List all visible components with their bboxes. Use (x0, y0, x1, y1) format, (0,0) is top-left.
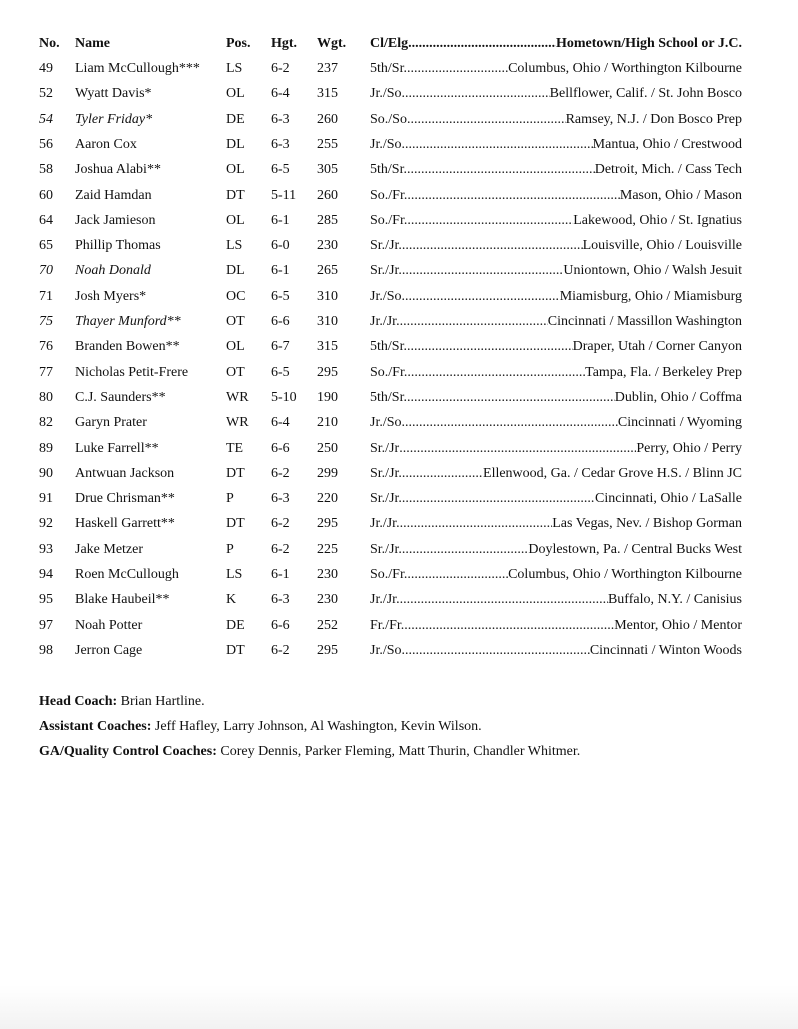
player-position: DT (226, 516, 245, 531)
table-row (0, 463, 798, 485)
player-position: P (226, 542, 234, 557)
player-class: So./So. (370, 112, 411, 127)
player-weight: 230 (317, 592, 338, 607)
table-row (0, 336, 798, 358)
player-hometown: Dublin, Ohio / Coffma (614, 390, 742, 405)
player-number: 75 (39, 314, 53, 329)
player-hometown: Cincinnati, Ohio / LaSalle (595, 491, 742, 506)
player-weight: 210 (317, 415, 338, 430)
player-weight: 237 (317, 61, 338, 76)
player-weight: 310 (317, 314, 338, 329)
player-hometown: Ramsey, N.J. / Don Bosco Prep (565, 112, 742, 127)
table-row (0, 286, 798, 308)
header-hometown: Hometown/High School or J.C. (555, 36, 742, 51)
player-hometown: Miamisburg, Ohio / Miamisburg (559, 289, 742, 304)
player-height: 6-6 (271, 314, 290, 329)
player-hometown: Mentor, Ohio / Mentor (614, 618, 742, 633)
player-hometown: Perry, Ohio / Perry (636, 441, 742, 456)
player-class-hometown (370, 260, 742, 282)
header-cl-hometown (370, 33, 742, 55)
player-class-hometown (370, 58, 742, 80)
player-class-hometown (370, 185, 742, 207)
player-weight: 190 (317, 390, 338, 405)
player-class-hometown (370, 311, 742, 333)
player-name: Noah Potter (75, 618, 143, 633)
ga-coaches-value: Corey Dennis, Parker Fleming, Matt Thurin, Chandler Whitmer. (220, 744, 581, 759)
table-row (0, 564, 798, 586)
player-weight: 295 (317, 516, 338, 531)
player-position: OT (226, 365, 245, 380)
player-weight: 265 (317, 263, 338, 278)
player-position: WR (226, 390, 249, 405)
player-number: 76 (39, 339, 53, 354)
dot-leader (404, 615, 614, 637)
player-number: 71 (39, 289, 53, 304)
dot-leader (402, 463, 483, 485)
player-weight: 220 (317, 491, 338, 506)
table-row (0, 513, 798, 535)
dot-leader (402, 260, 563, 282)
header-name: Name (75, 36, 110, 51)
table-row (0, 589, 798, 611)
player-number: 92 (39, 516, 53, 531)
player-position: DT (226, 188, 245, 203)
player-position: K (226, 592, 237, 607)
player-number: 94 (39, 567, 53, 582)
table-row (0, 235, 798, 257)
player-hometown: Buffalo, N.Y. / Canisius (607, 592, 742, 607)
table-row (0, 438, 798, 460)
player-number: 58 (39, 162, 53, 177)
dot-leader (400, 311, 548, 333)
player-position: OL (226, 162, 245, 177)
player-class-hometown (370, 387, 742, 409)
player-name: C.J. Saunders** (75, 390, 166, 405)
dot-leader (410, 109, 565, 131)
player-hometown: Ellenwood, Ga. / Cedar Grove H.S. / Blinn JC (483, 466, 742, 481)
player-name: Jake Metzer (75, 542, 144, 557)
table-row (0, 539, 798, 561)
player-number: 52 (39, 86, 53, 101)
player-class: Jr./Jr. (370, 516, 400, 531)
player-position: LS (226, 238, 243, 253)
player-height: 6-3 (271, 592, 290, 607)
player-weight: 230 (317, 238, 338, 253)
table-row (0, 109, 798, 131)
player-name: Noah Donald (75, 263, 151, 278)
player-position: DL (226, 137, 245, 152)
player-hometown: Mantua, Ohio / Crestwood (592, 137, 742, 152)
player-hometown: Columbus, Ohio / Worthington Kilbourne (508, 567, 742, 582)
player-weight: 260 (317, 188, 338, 203)
player-number: 95 (39, 592, 53, 607)
table-row (0, 488, 798, 510)
ga-coaches-line (39, 741, 779, 763)
player-height: 6-5 (271, 162, 290, 177)
player-name: Garyn Prater (75, 415, 147, 430)
player-class-hometown (370, 564, 742, 586)
player-position: DE (226, 112, 245, 127)
player-class: Sr./Jr. (370, 466, 402, 481)
player-height: 6-0 (271, 238, 290, 253)
player-class: Sr./Jr (370, 441, 400, 456)
player-class-hometown (370, 615, 742, 637)
dot-leader (407, 387, 615, 409)
player-weight: 225 (317, 542, 338, 557)
player-class: Jr./So. (370, 643, 406, 658)
player-hometown: Draper, Utah / Corner Canyon (572, 339, 742, 354)
dot-leader (400, 589, 608, 611)
dot-leader (407, 159, 595, 181)
player-name: Liam McCullough*** (75, 61, 200, 76)
table-row (0, 185, 798, 207)
player-class: 5th/Sr. (370, 390, 407, 405)
player-position: OC (226, 289, 246, 304)
player-position: OL (226, 86, 245, 101)
dot-leader (405, 412, 618, 434)
table-row (0, 260, 798, 282)
player-height: 6-3 (271, 112, 290, 127)
player-class-hometown (370, 362, 742, 384)
player-name: Wyatt Davis* (75, 86, 152, 101)
player-height: 5-11 (271, 188, 297, 203)
player-class: Fr./Fr. (370, 618, 405, 633)
player-position: OT (226, 314, 245, 329)
table-row (0, 640, 798, 662)
assistant-coaches-line (39, 716, 779, 738)
player-height: 6-6 (271, 618, 290, 633)
player-class-hometown (370, 589, 742, 611)
player-name: Zaid Hamdan (75, 188, 152, 203)
player-height: 6-1 (271, 263, 290, 278)
head-coach-line (39, 691, 779, 713)
player-class: Jr./So. (370, 137, 406, 152)
player-class-hometown (370, 336, 742, 358)
player-class-hometown (370, 235, 742, 257)
table-row (0, 159, 798, 181)
dot-leader (407, 210, 573, 232)
player-hometown: Tampa, Fla. / Berkeley Prep (585, 365, 742, 380)
player-number: 97 (39, 618, 53, 633)
dot-leader (407, 564, 508, 586)
player-weight: 230 (317, 567, 338, 582)
player-class: 5th/Sr. (370, 162, 407, 177)
player-number: 91 (39, 491, 53, 506)
player-name: Drue Chrisman** (75, 491, 175, 506)
player-class: Jr./Jr. (370, 314, 400, 329)
player-number: 93 (39, 542, 53, 557)
player-number: 90 (39, 466, 53, 481)
dot-leader (402, 235, 583, 257)
player-class-hometown (370, 159, 742, 181)
player-name: Roen McCullough (75, 567, 179, 582)
player-height: 6-4 (271, 86, 290, 101)
player-hometown: Louisville, Ohio / Louisville (582, 238, 742, 253)
player-position: WR (226, 415, 249, 430)
player-number: 49 (39, 61, 53, 76)
player-class-hometown (370, 210, 742, 232)
dot-leader (407, 185, 620, 207)
player-number: 65 (39, 238, 53, 253)
player-hometown: Lakewood, Ohio / St. Ignatius (573, 213, 742, 228)
player-class-hometown (370, 640, 742, 662)
table-row (0, 83, 798, 105)
player-hometown: Cincinnati / Winton Woods (589, 643, 742, 658)
head-coach-label: Head Coach: (39, 694, 118, 709)
player-weight: 310 (317, 289, 338, 304)
header-cl: Cl/Elg (370, 36, 409, 51)
table-row (0, 387, 798, 409)
player-class-hometown (370, 109, 742, 131)
player-height: 6-1 (271, 213, 290, 228)
player-class: Sr./Jr. (370, 542, 402, 557)
ga-coaches-label: GA/Quality Control Coaches: (39, 744, 217, 759)
player-hometown: Mason, Ohio / Mason (619, 188, 742, 203)
player-class: Sr./Jr. (370, 263, 402, 278)
player-hometown: Cincinnati / Massillon Washington (547, 314, 742, 329)
player-class: 5th/Sr. (370, 61, 407, 76)
player-height: 6-2 (271, 61, 290, 76)
dot-leader (402, 539, 528, 561)
dot-leader (408, 33, 556, 55)
player-position: DE (226, 618, 245, 633)
player-height: 6-1 (271, 567, 290, 582)
player-weight: 315 (317, 86, 338, 101)
player-weight: 250 (317, 441, 338, 456)
table-row (0, 134, 798, 156)
player-weight: 285 (317, 213, 338, 228)
player-hometown: Cincinnati / Wyoming (617, 415, 742, 430)
player-class: Jr./So. (370, 415, 406, 430)
table-row (0, 412, 798, 434)
page-bottom-edge (0, 985, 798, 1029)
player-height: 6-4 (271, 415, 290, 430)
player-class-hometown (370, 539, 742, 561)
table-row (0, 58, 798, 80)
player-class: Sr./Jr. (370, 491, 402, 506)
player-class: Sr./Jr. (370, 238, 402, 253)
player-weight: 315 (317, 339, 338, 354)
player-position: DT (226, 466, 245, 481)
assistant-coaches-value: Jeff Hafley, Larry Johnson, Al Washington, Kevin Wilson. (154, 719, 482, 734)
player-position: DL (226, 263, 245, 278)
player-weight: 305 (317, 162, 338, 177)
roster-header (0, 33, 798, 55)
player-position: OL (226, 213, 245, 228)
dot-leader (400, 513, 553, 535)
player-class: So./Fr. (370, 365, 408, 380)
player-weight: 260 (317, 112, 338, 127)
player-class-hometown (370, 488, 742, 510)
player-height: 6-3 (271, 137, 290, 152)
dot-leader (399, 438, 636, 460)
player-class: So./Fr. (370, 567, 408, 582)
header-no: No. (39, 36, 60, 51)
player-name: Joshua Alabi** (75, 162, 161, 177)
player-position: P (226, 491, 234, 506)
dot-leader (407, 362, 585, 384)
player-class-hometown (370, 438, 742, 460)
player-name: Branden Bowen** (75, 339, 180, 354)
player-hometown: Doylestown, Pa. / Central Bucks West (528, 542, 742, 557)
table-row (0, 311, 798, 333)
player-hometown: Detroit, Mich. / Cass Tech (594, 162, 742, 177)
header-pos: Pos. (226, 36, 251, 51)
player-number: 89 (39, 441, 53, 456)
dot-leader (405, 640, 590, 662)
player-height: 6-5 (271, 365, 290, 380)
player-name: Haskell Garrett** (75, 516, 175, 531)
player-class: Jr./So. (370, 86, 406, 101)
player-position: OL (226, 339, 245, 354)
player-name: Luke Farrell** (75, 441, 159, 456)
dot-leader (407, 58, 508, 80)
player-number: 80 (39, 390, 53, 405)
head-coach-value: Brian Hartline. (120, 694, 205, 709)
table-row (0, 210, 798, 232)
player-position: LS (226, 61, 243, 76)
player-class: Jr./Jr. (370, 592, 400, 607)
player-weight: 295 (317, 643, 338, 658)
player-position: LS (226, 567, 243, 582)
player-name: Nicholas Petit-Frere (75, 365, 189, 380)
player-class-hometown (370, 134, 742, 156)
player-name: Aaron Cox (75, 137, 137, 152)
player-class-hometown (370, 286, 742, 308)
player-name: Josh Myers* (75, 289, 147, 304)
dot-leader (405, 83, 550, 105)
player-height: 6-3 (271, 491, 290, 506)
player-class: So./Fr. (370, 188, 408, 203)
player-hometown: Columbus, Ohio / Worthington Kilbourne (508, 61, 742, 76)
player-number: 54 (39, 112, 53, 127)
player-class-hometown (370, 513, 742, 535)
player-height: 6-2 (271, 643, 290, 658)
player-class: 5th/Sr. (370, 339, 407, 354)
player-height: 6-5 (271, 289, 290, 304)
player-name: Phillip Thomas (75, 238, 161, 253)
player-class-hometown (370, 412, 742, 434)
assistant-coaches-label: Assistant Coaches: (39, 719, 152, 734)
player-number: 98 (39, 643, 53, 658)
dot-leader (407, 336, 573, 358)
header-hgt: Hgt. (271, 36, 298, 51)
player-class-hometown (370, 463, 742, 485)
player-height: 6-7 (271, 339, 290, 354)
dot-leader (402, 488, 595, 510)
player-position: TE (226, 441, 244, 456)
player-name: Antwuan Jackson (75, 466, 175, 481)
player-number: 82 (39, 415, 53, 430)
player-class: Jr./So. (370, 289, 406, 304)
player-number: 70 (39, 263, 53, 278)
player-weight: 295 (317, 365, 338, 380)
player-weight: 255 (317, 137, 338, 152)
player-height: 6-2 (271, 542, 290, 557)
player-hometown: Uniontown, Ohio / Walsh Jesuit (563, 263, 742, 278)
player-height: 6-2 (271, 516, 290, 531)
player-position: DT (226, 643, 245, 658)
player-name: Jerron Cage (75, 643, 143, 658)
player-hometown: Las Vegas, Nev. / Bishop Gorman (552, 516, 742, 531)
player-number: 77 (39, 365, 53, 380)
player-name: Tyler Friday* (75, 112, 153, 127)
dot-leader (405, 134, 593, 156)
player-class-hometown (370, 83, 742, 105)
table-row (0, 615, 798, 637)
player-height: 6-6 (271, 441, 290, 456)
player-name: Thayer Munford** (75, 314, 181, 329)
table-row (0, 362, 798, 384)
player-number: 60 (39, 188, 53, 203)
player-height: 6-2 (271, 466, 290, 481)
dot-leader (405, 286, 560, 308)
player-hometown: Bellflower, Calif. / St. John Bosco (549, 86, 742, 101)
header-wgt: Wgt. (317, 36, 347, 51)
player-name: Jack Jamieson (75, 213, 156, 228)
player-name: Blake Haubeil** (75, 592, 170, 607)
player-weight: 299 (317, 466, 338, 481)
player-height: 5-10 (271, 390, 297, 405)
player-class: So./Fr. (370, 213, 408, 228)
player-weight: 252 (317, 618, 338, 633)
player-number: 64 (39, 213, 53, 228)
player-number: 56 (39, 137, 53, 152)
